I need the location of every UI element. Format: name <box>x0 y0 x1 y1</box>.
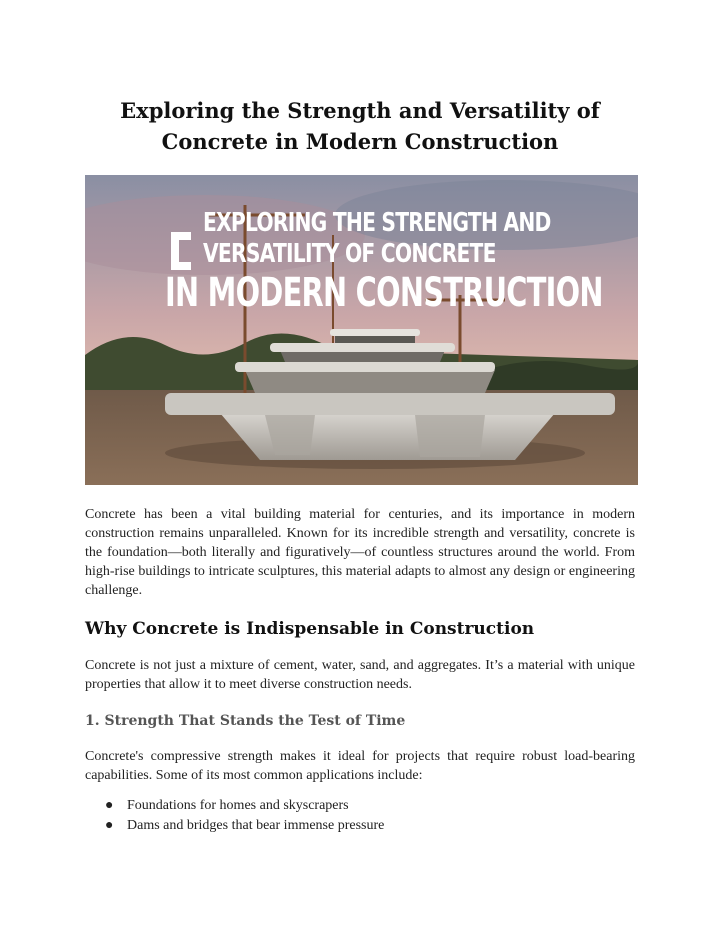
hero-overlay-line-2: VERSATILITY OF CONCRETE <box>203 239 496 269</box>
subsection-paragraph: Concrete's compressive strength makes it ideal for projects that require robust load-bearing capabilities. Some of its most common applications include: <box>85 749 635 783</box>
page-title: Exploring the Strength and Versatility of Concrete in Modern Construction <box>120 98 600 154</box>
bullet-icon: ● <box>105 798 114 813</box>
subsection-heading: 1. Strength That Stands the Test of Time <box>85 713 406 729</box>
hero-overlay-line-1: EXPLORING THE STRENGTH AND <box>203 208 551 238</box>
list-item-text: Dams and bridges that bear immense pressure <box>127 818 385 833</box>
list-item <box>85 816 635 836</box>
intro-paragraph: Concrete has been a vital building material for centuries, and its importance in modern construction remains unparalleled. Known for its incredible strength and versatility, concrete is the foundation—both literally and figuratively—of countless structures around the world. From high-rise buildings to intricate sculptures, this material adapts to almost any design or engineering challenge. <box>85 507 635 598</box>
section-paragraph: Concrete is not just a mixture of cement, water, sand, and aggregates. It’s a material with unique properties that allow it to meet diverse construction needs. <box>85 658 635 692</box>
hero-image <box>85 175 638 485</box>
list-item-text: Foundations for homes and skyscrapers <box>127 798 349 813</box>
section-heading: Why Concrete is Indispensable in Construction <box>85 619 535 639</box>
logo-bracket-mark <box>171 232 191 270</box>
bullet-list <box>85 796 635 836</box>
list-item <box>85 796 635 816</box>
hero-overlay-line-3: IN MODERN CONSTRUCTION <box>165 270 603 316</box>
bullet-icon: ● <box>105 818 114 833</box>
